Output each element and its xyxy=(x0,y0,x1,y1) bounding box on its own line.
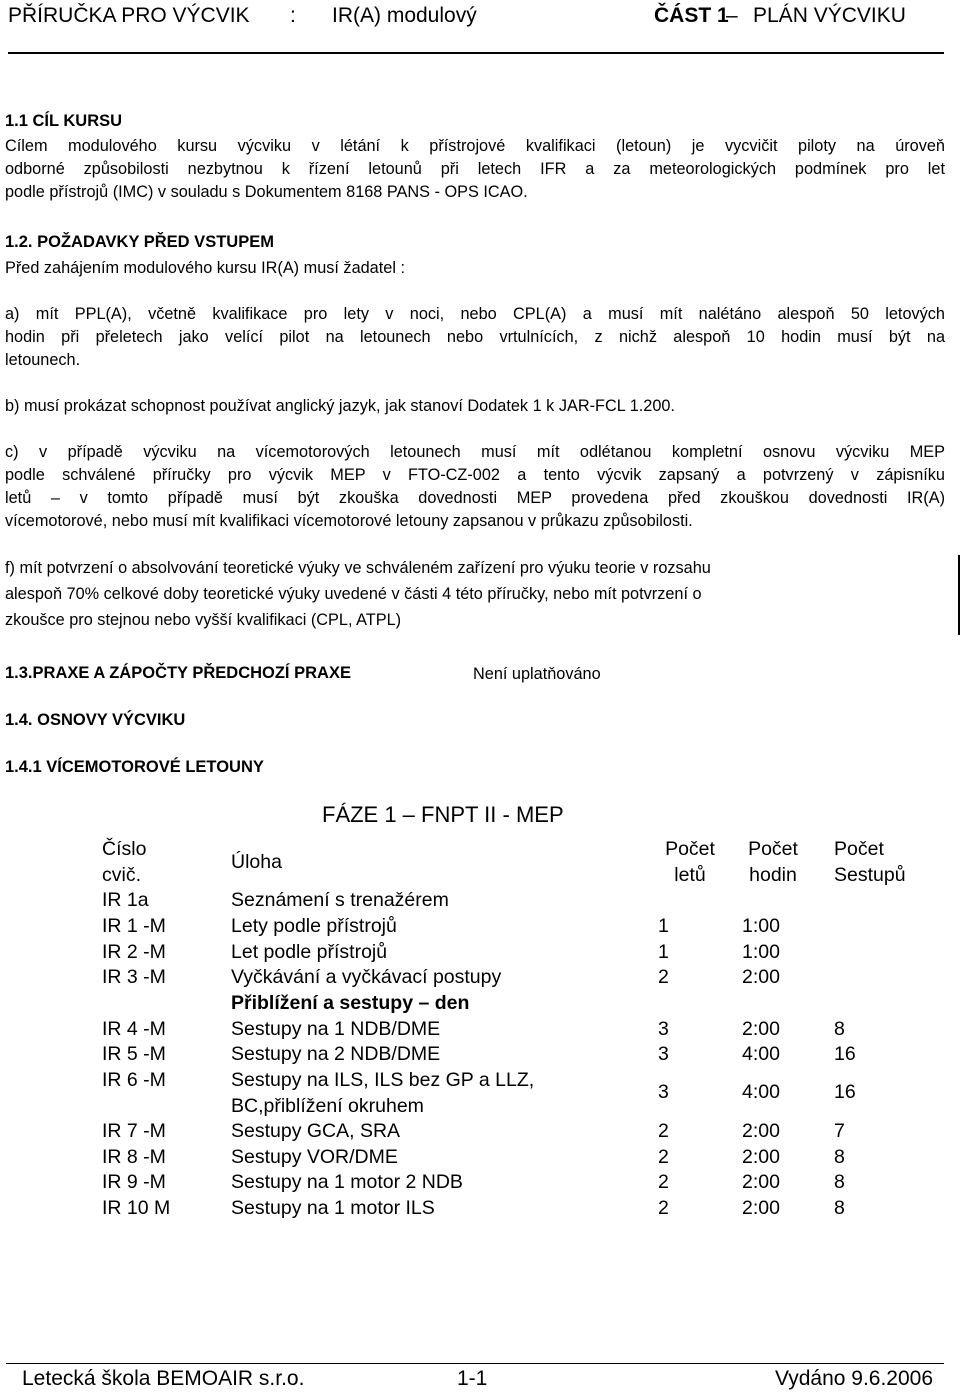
cell-hours: 2:00 xyxy=(742,966,780,988)
cell-task: Let podle přístrojů xyxy=(231,941,388,963)
header-dash: – xyxy=(726,4,738,27)
s2-intro: Před zahájením modulového kursu IR(A) musí žadatel : xyxy=(5,259,405,277)
cell-no: IR 8 -M xyxy=(102,1146,166,1168)
cell-flights: 3 xyxy=(658,1081,669,1103)
cell-task: Sestupy GCA, SRA xyxy=(231,1120,401,1142)
cell-flights: 3 xyxy=(658,1043,669,1065)
cell-task: Sestupy na 1 motor 2 NDB xyxy=(231,1171,463,1193)
s2-a-line-2: hodin při přeletech jako velící pilot na letounech nebo vrtulnících, z nichž alespoň 10 hodin musí být na xyxy=(5,328,945,346)
cell-approaches: 8 xyxy=(834,1197,845,1219)
cell-task-subheading: Přiblížení a sestupy – den xyxy=(231,992,470,1014)
cell-task: Sestupy na 1 motor ILS xyxy=(231,1197,435,1219)
s2-f-line-1: f) mít potvrzení o absolvování teoretické výuky ve schváleném zařízení pro výuku teorie v rozsahu xyxy=(5,559,711,577)
cell-hours: 4:00 xyxy=(742,1043,780,1065)
col-header-approaches-2: Sestupů xyxy=(834,864,906,886)
header-plan: PLÁN VÝCVIKU xyxy=(753,4,906,27)
cell-approaches: 7 xyxy=(834,1120,845,1142)
s2-f-line-2: alespoň 70% celkové doby teoretické výuky uvedené v části 4 této příručky, nebo mít potvrzení o xyxy=(5,585,702,603)
col-header-hours-2: hodin xyxy=(749,864,797,886)
footer-issue-date: Vydáno 9.6.2006 xyxy=(775,1367,934,1390)
footer-rule xyxy=(6,1363,944,1364)
cell-hours: 2:00 xyxy=(742,1018,780,1040)
cell-flights: 2 xyxy=(658,966,669,988)
col-header-no-1: Číslo xyxy=(102,838,147,860)
cell-no: IR 1 -M xyxy=(102,915,166,937)
header-part: ČÁST 1 xyxy=(654,4,729,27)
cell-task: Sestupy na ILS, ILS bez GP a LLZ, xyxy=(231,1069,535,1091)
cell-no: IR 9 -M xyxy=(102,1171,166,1193)
cell-approaches: 16 xyxy=(834,1043,856,1065)
cell-no: IR 6 -M xyxy=(102,1069,166,1091)
cell-hours: 2:00 xyxy=(742,1171,780,1193)
cell-approaches: 8 xyxy=(834,1146,845,1168)
section-1-4-title: 1.4. OSNOVY VÝCVIKU xyxy=(5,711,186,729)
cell-task: Sestupy na 1 NDB/DME xyxy=(231,1018,441,1040)
s2-c-line-3: letů – v tomto případě musí být zkouška dovednosti MEP provedena před zkouškou dovednosti IR(A) xyxy=(5,489,945,507)
phase-title: FÁZE 1 – FNPT II - MEP xyxy=(322,802,564,827)
cell-task-continued: BC,přiblížení okruhem xyxy=(231,1095,424,1117)
s2-c-line-2: podle schválené příručky pro výcvik MEP v FTO-CZ-002 a tento výcvik zapsaný a potvrzený v zápisníku xyxy=(5,466,945,484)
cell-hours: 2:00 xyxy=(742,1197,780,1219)
cell-task: Seznámení s trenažérem xyxy=(231,889,449,911)
cell-approaches: 8 xyxy=(834,1018,845,1040)
cell-no: IR 4 -M xyxy=(102,1018,166,1040)
cell-approaches: 8 xyxy=(834,1171,845,1193)
cell-no: IR 10 M xyxy=(102,1197,171,1219)
col-header-hours-1: Počet xyxy=(748,838,798,860)
header-rule xyxy=(8,52,944,54)
s2-c-line-1: c) v případě výcviku na vícemotorových letounech musí mít odlétanou kompletní osnovu výcviku MEP xyxy=(5,443,945,461)
cell-flights: 2 xyxy=(658,1120,669,1142)
cell-hours: 4:00 xyxy=(742,1081,780,1103)
section-1-2-title: 1.2. POŽADAVKY PŘED VSTUPEM xyxy=(5,233,274,251)
cell-flights: 1 xyxy=(658,915,669,937)
section-1-4-1-title: 1.4.1 VÍCEMOTOROVÉ LETOUNY xyxy=(5,758,264,776)
cell-task: Lety podle přístrojů xyxy=(231,915,397,937)
col-header-flights-1: Počet xyxy=(665,838,715,860)
cell-flights: 2 xyxy=(658,1171,669,1193)
cell-hours: 2:00 xyxy=(742,1120,780,1142)
col-header-task: Úloha xyxy=(231,851,282,873)
s2-c-line-4: vícemotorové, nebo musí mít kvalifikaci vícemotorové letouny zapsanou v průkazu způsobilosti. xyxy=(5,512,693,530)
section-1-1-title: 1.1 CÍL KURSU xyxy=(5,112,123,130)
s1-line-3: podle přístrojů (IMC) v souladu s Dokumentem 8168 PANS - OPS ICAO. xyxy=(5,183,528,201)
footer-page-number: 1-1 xyxy=(457,1367,488,1390)
cell-approaches: 16 xyxy=(834,1081,856,1103)
cell-flights: 2 xyxy=(658,1146,669,1168)
cell-no: IR 1a xyxy=(102,889,149,911)
header-module: IR(A) modulový xyxy=(332,4,477,27)
cell-no: IR 2 -M xyxy=(102,941,166,963)
s2-a-line-1: a) mít PPL(A), včetně kvalifikace pro lety v noci, nebo CPL(A) a musí mít nalétáno alespoň 50 letových xyxy=(5,305,945,323)
cell-no: IR 3 -M xyxy=(102,966,166,988)
s2-f-line-3: zkoušce pro stejnou nebo vyšší kvalifikaci (CPL, ATPL) xyxy=(5,611,402,629)
cell-task: Sestupy na 2 NDB/DME xyxy=(231,1043,441,1065)
s1-line-1: Cílem modulového kursu výcviku v létání k přístrojové kvalifikaci (letoun) je vycvičit piloty na úroveň xyxy=(5,137,945,155)
cell-hours: 1:00 xyxy=(742,941,780,963)
cell-task: Vyčkávání a vyčkávací postupy xyxy=(231,966,502,988)
section-1-3-value: Není uplatňováno xyxy=(473,665,601,683)
footer-school: Letecká škola BEMOAIR s.r.o. xyxy=(22,1367,305,1390)
header-left: PŘÍRUČKA PRO VÝCVIK xyxy=(8,4,250,27)
header-separator: : xyxy=(290,4,296,27)
cell-flights: 1 xyxy=(658,941,669,963)
s2-a-line-3: letounech. xyxy=(5,351,81,369)
s2-b-line-1: b) musí prokázat schopnost používat anglický jazyk, jak stanoví Dodatek 1 k JAR-FCL 1.200. xyxy=(5,397,675,415)
s1-line-2: odborné způsobilosti nezbytnou k řízení letounů při letech IFR a za meteorologických podmínek pro let xyxy=(5,160,945,178)
cell-task: Sestupy VOR/DME xyxy=(231,1146,398,1168)
section-1-3-title: 1.3.PRAXE A ZÁPOČTY PŘEDCHOZÍ PRAXE xyxy=(5,664,351,682)
cell-no: IR 7 -M xyxy=(102,1120,166,1142)
cell-hours: 1:00 xyxy=(742,915,780,937)
cell-flights: 3 xyxy=(658,1018,669,1040)
col-header-no-2: cvič. xyxy=(102,864,141,886)
cell-flights: 2 xyxy=(658,1197,669,1219)
col-header-approaches-1: Počet xyxy=(834,838,884,860)
cell-no: IR 5 -M xyxy=(102,1043,166,1065)
cell-hours: 2:00 xyxy=(742,1146,780,1168)
col-header-flights-2: letů xyxy=(674,864,706,886)
